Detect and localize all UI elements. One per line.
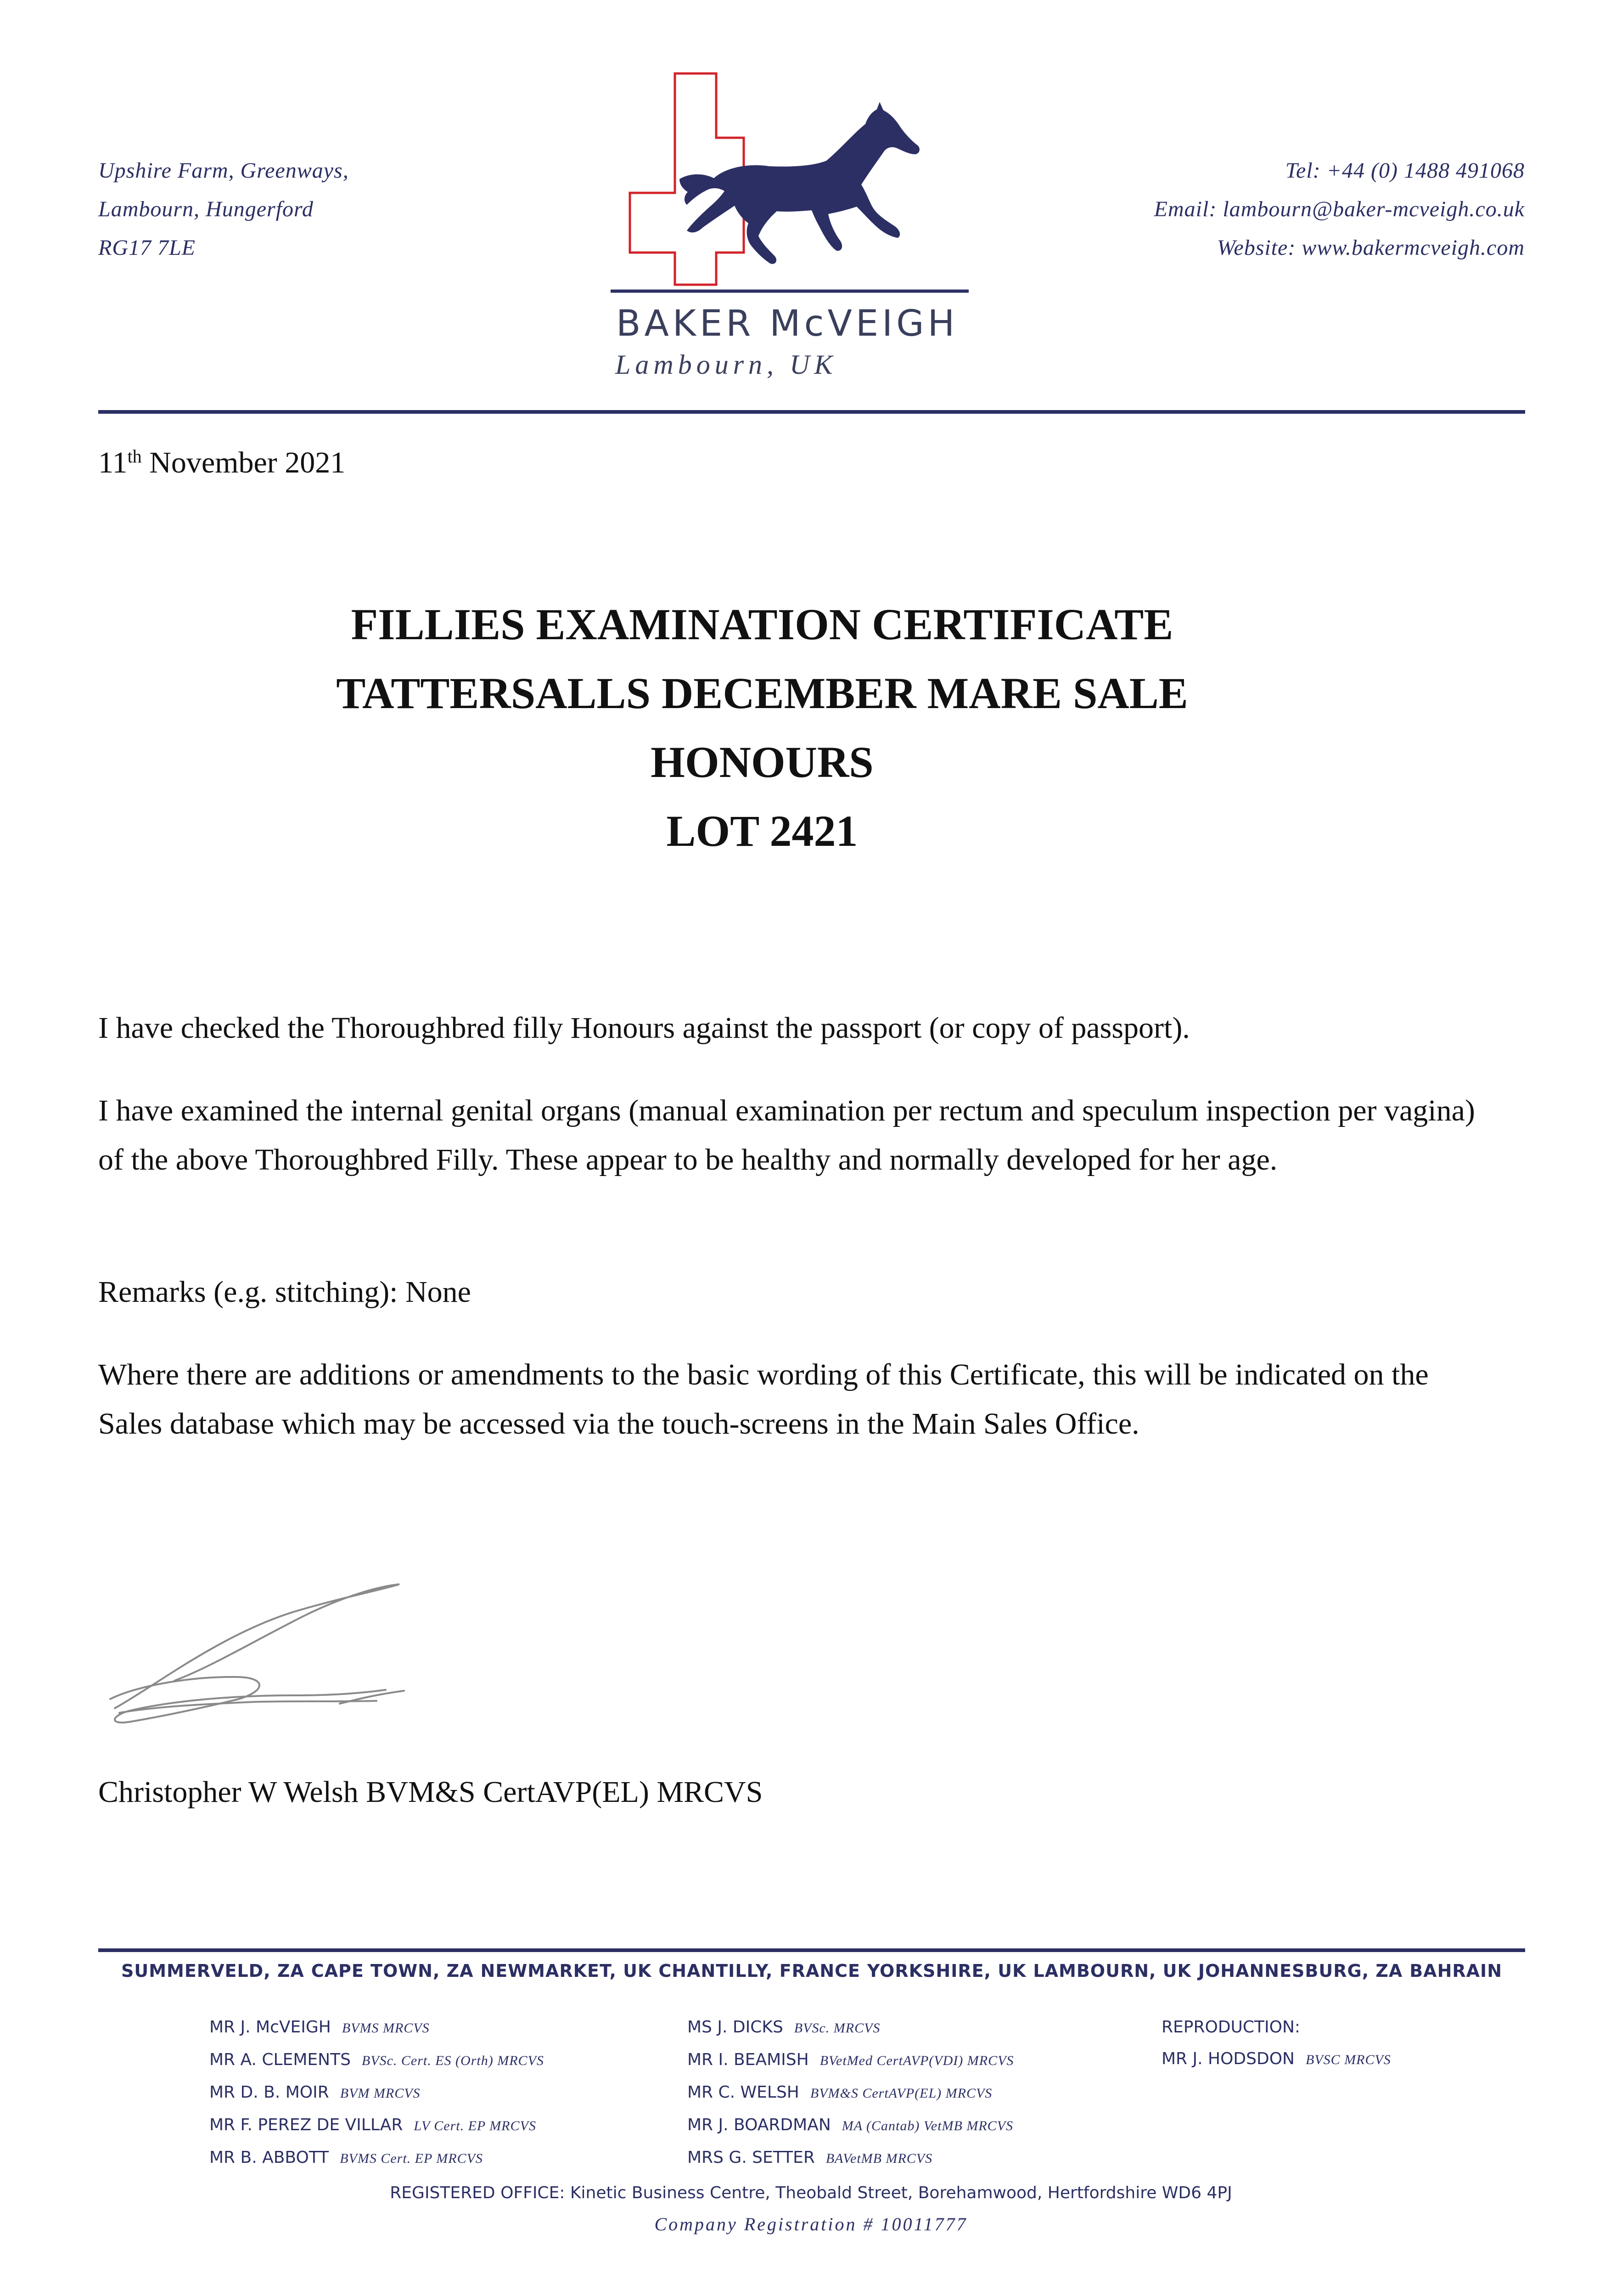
staff-entry [687,2109,1014,2142]
contact-website: Website: www.bakermcveigh.com [1217,236,1525,260]
staff-name: MR J. BOARDMAN [687,2116,831,2134]
staff-name: MR D. B. MOIR [209,2083,329,2102]
paragraph-passport-check: I have checked the Thoroughbred filly Honours against the passport (or copy of passport). [98,1011,1190,1045]
contact-block [1154,152,1525,267]
company-registration: Company Registration # 10011777 [654,2214,968,2234]
staff-qualifications: MA (Cantab) VetMB MRCVS [842,2118,1013,2133]
office-item: SUMMERVELD, ZA [121,1961,304,1981]
office-item: CAPE TOWN, ZA [311,1961,474,1981]
staff-name: MR C. WELSH [687,2083,799,2102]
footer-divider [98,1948,1525,1952]
office-item: CHANTILLY, FRANCE [658,1961,860,1981]
office-item: NEWMARKET, UK [480,1961,652,1981]
staff-entry [209,2077,544,2109]
staff-qualifications: LV Cert. EP MRCVS [414,2118,536,2133]
staff-name: MR A. CLEMENTS [209,2050,351,2069]
staff-column-reproduction [1162,2011,1391,2076]
staff-qualifications: BVM&S CertAVP(EL) MRCVS [810,2086,993,2101]
address-line-3: RG17 7LE [98,236,196,260]
staff-qualifications: BVSC MRCVS [1306,2052,1391,2067]
paragraph-amendments: Where there are additions or amendments to the basic wording of this Certificate, this will be indicated on the Sales database which may be accessed via the touch-screens in the Main Sales Office. [98,1358,1429,1441]
date-rest: November 2021 [149,446,346,479]
staff-entry [687,2077,1014,2109]
title-lot: LOT 2421 [666,806,858,855]
staff-entry [687,2011,1014,2044]
date-suffix: th [127,446,142,467]
staff-qualifications: BVSc. Cert. ES (Orth) MRCVS [361,2053,544,2068]
staff-qualifications: BVetMed CertAVP(VDI) MRCVS [819,2053,1014,2068]
staff-column-1 [209,2011,544,2174]
office-item: LAMBOURN, UK [1033,1961,1191,1981]
contact-email: Email: lambourn@baker-mcveigh.co.uk [1154,197,1525,221]
staff-name: MR J. McVEIGH [209,2018,331,2037]
staff-entry [209,2011,544,2044]
contact-phone: Tel: +44 (0) 1488 491068 [1285,158,1525,183]
letter-date [98,445,345,480]
staff-name: MR F. PEREZ DE VILLAR [209,2116,403,2134]
address-line-2: Lambourn, Hungerford [98,197,314,221]
staff-entry [687,2044,1014,2077]
brand-location: Lambourn, UK [615,349,837,380]
staff-qualifications: BAVetMB MRCVS [825,2151,933,2166]
staff-name: MR J. HODSDON [1162,2049,1295,2068]
paragraph-remarks: Remarks (e.g. stitching): None [98,1275,471,1309]
staff-qualifications: BVM MRCVS [340,2086,421,2101]
staff-column-2 [687,2011,1014,2174]
address-block [98,152,349,267]
paragraph-examination: I have examined the internal genital organs (manual examination per rectum and speculum inspection per vagina) of the above Thoroughbred Filly. These appear to be healthy and normally developed for her age. [98,1094,1475,1176]
date-day: 11 [98,446,128,479]
address-line-1: Upshire Farm, Greenways, [98,158,349,183]
title-sale: TATTERSALLS DECEMBER MARE SALE [336,669,1188,718]
office-item: BAHRAIN [1409,1961,1502,1981]
brand-name: BAKER McVEIGH [616,303,959,344]
header-divider [98,410,1525,414]
staff-name: MR I. BEAMISH [687,2050,809,2069]
staff-qualifications: BVMS MRCVS [342,2020,430,2036]
staff-entry [1162,2043,1391,2076]
staff-name: MS J. DICKS [687,2018,783,2037]
staff-qualifications: BVSc. MRCVS [794,2020,881,2036]
office-item: JOHANNESBURG, ZA [1198,1961,1403,1981]
staff-name: MRS G. SETTER [687,2148,815,2167]
staff-entry [209,2044,544,2077]
office-locations [98,1961,1525,1981]
staff-entry [209,2109,544,2142]
reproduction-label: REPRODUCTION: [1162,2018,1301,2037]
staff-entry [687,2142,1014,2174]
office-item: YORKSHIRE, UK [867,1961,1027,1981]
title-certificate: FILLIES EXAMINATION CERTIFICATE [351,600,1173,649]
staff-name: MR B. ABBOTT [209,2148,329,2167]
handwritten-signature [101,1570,422,1745]
signer-name: Christopher W Welsh BVM&S CertAVP(EL) MRCVS [98,1775,763,1809]
staff-entry [209,2142,544,2174]
registered-office: REGISTERED OFFICE: Kinetic Business Centre, Theobald Street, Borehamwood, Hertfordshire WD6 4PJ [390,2183,1232,2202]
staff-qualifications: BVMS Cert. EP MRCVS [340,2151,483,2166]
title-horse: HONOURS [651,737,874,787]
certificate-titles [0,590,1524,866]
